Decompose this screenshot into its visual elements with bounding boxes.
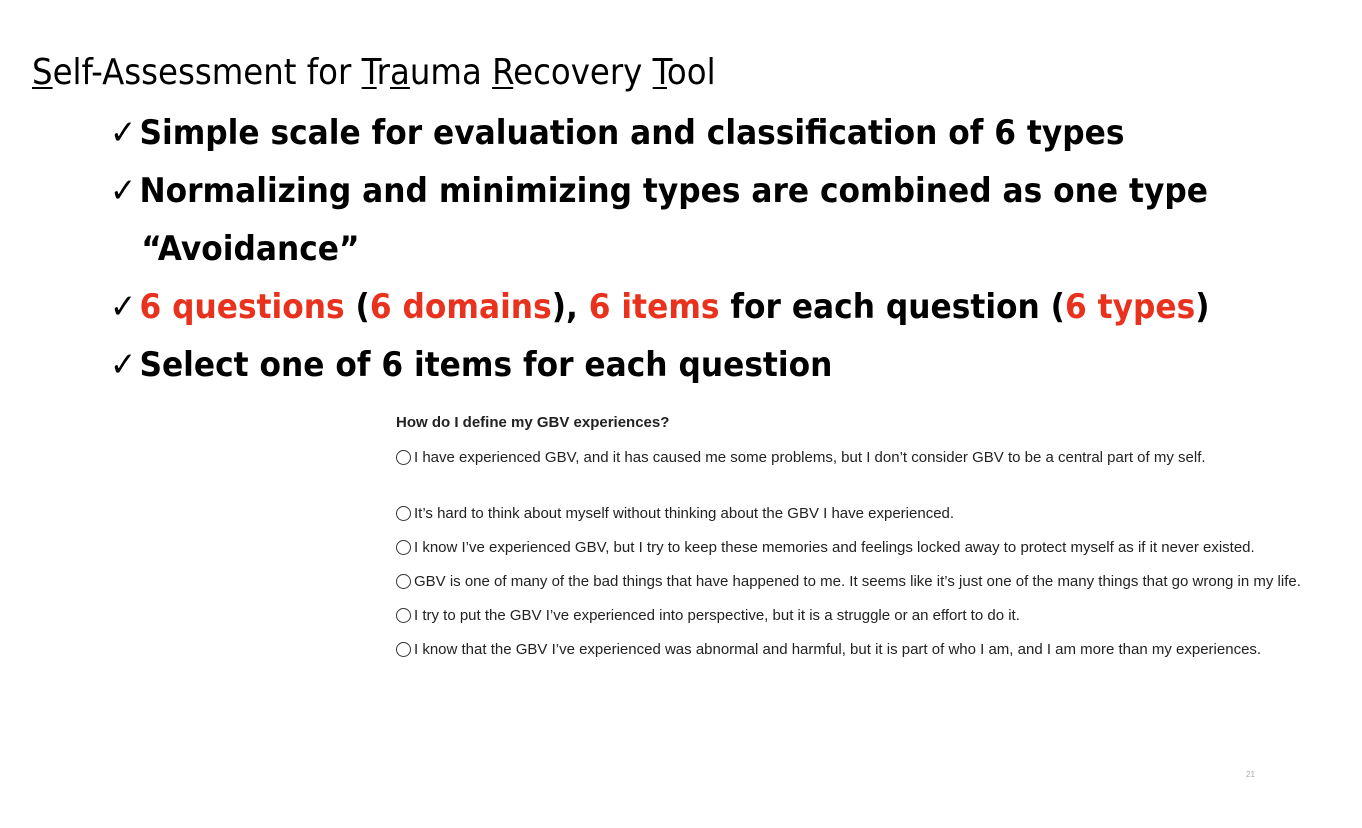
bullet-text: “Avoidance” [141, 229, 360, 269]
bullet-item-continuation [110, 220, 1251, 278]
answer-option[interactable] [396, 570, 1336, 594]
title-underlined-letter: S [32, 52, 53, 93]
bullet-item [110, 162, 1251, 220]
answer-option[interactable] [396, 502, 1336, 526]
radio-button[interactable] [396, 506, 411, 521]
bullet-item [110, 278, 1251, 336]
answer-option[interactable] [396, 604, 1336, 628]
question-sample [396, 412, 1336, 672]
title-underlined-letter: T [361, 52, 377, 93]
radio-button[interactable] [396, 608, 411, 623]
highlight-text: 6 domains [369, 287, 552, 327]
option-label: I know I’ve experienced GBV, but I try to keep these memories and feelings locked away to protect myself as if it never existed. [414, 539, 1255, 556]
checkmark-icon: ✓ [110, 287, 137, 327]
option-label: I know that the GBV I’ve experienced was abnormal and harmful, but it is part of who I am, and I am more than my experiences. [414, 641, 1262, 658]
title-text: elf-Assessment for [52, 52, 362, 93]
title-text: r [376, 52, 390, 93]
bullet-text: ), [551, 287, 589, 327]
bullet-text: ( [344, 287, 370, 327]
slide-title [32, 50, 716, 96]
bullet-text: Normalizing and minimizing types are combined as one type [139, 171, 1208, 211]
checkmark-icon: ✓ [110, 113, 137, 153]
bullet-item [110, 104, 1251, 162]
title-underlined-letter: T [652, 52, 667, 93]
title-underlined-letter: a [389, 52, 410, 93]
bullet-list [110, 104, 1350, 394]
title-underlined-letter: R [492, 52, 514, 93]
question-title: How do I define my GBV experiences? [396, 414, 670, 431]
highlight-text: 6 types [1064, 287, 1196, 327]
option-label: I try to put the GBV I’ve experienced into perspective, but it is a struggle or an effort to do it. [414, 607, 1020, 624]
title-text: ecovery [513, 52, 653, 93]
title-text: uma [409, 52, 493, 93]
bullet-item [110, 336, 1251, 394]
answer-option[interactable] [396, 446, 1336, 470]
highlight-text: 6 questions [139, 287, 345, 327]
radio-button[interactable] [396, 642, 411, 657]
answer-option[interactable] [396, 536, 1336, 560]
title-text: ool [666, 52, 716, 93]
answer-option[interactable] [396, 638, 1336, 662]
page-number: 21 [1246, 770, 1255, 779]
checkmark-icon: ✓ [110, 171, 137, 211]
option-label: I have experienced GBV, and it has caused me some problems, but I don’t consider GBV to be a central part of my self. [414, 449, 1206, 466]
bullet-text: Select one of 6 items for each question [139, 345, 833, 385]
option-label: GBV is one of many of the bad things that have happened to me. It seems like it’s just one of the many things that go wrong in my life. [414, 573, 1301, 590]
radio-button[interactable] [396, 574, 411, 589]
radio-button[interactable] [396, 540, 411, 555]
checkmark-icon: ✓ [110, 345, 137, 385]
radio-button[interactable] [396, 450, 411, 465]
bullet-text: for each question ( [719, 287, 1065, 327]
bullet-text: Simple scale for evaluation and classification of 6 types [139, 113, 1125, 153]
option-label: It’s hard to think about myself without thinking about the GBV I have experienced. [414, 505, 955, 522]
highlight-text: 6 items [588, 287, 720, 327]
bullet-text: ) [1195, 287, 1210, 327]
